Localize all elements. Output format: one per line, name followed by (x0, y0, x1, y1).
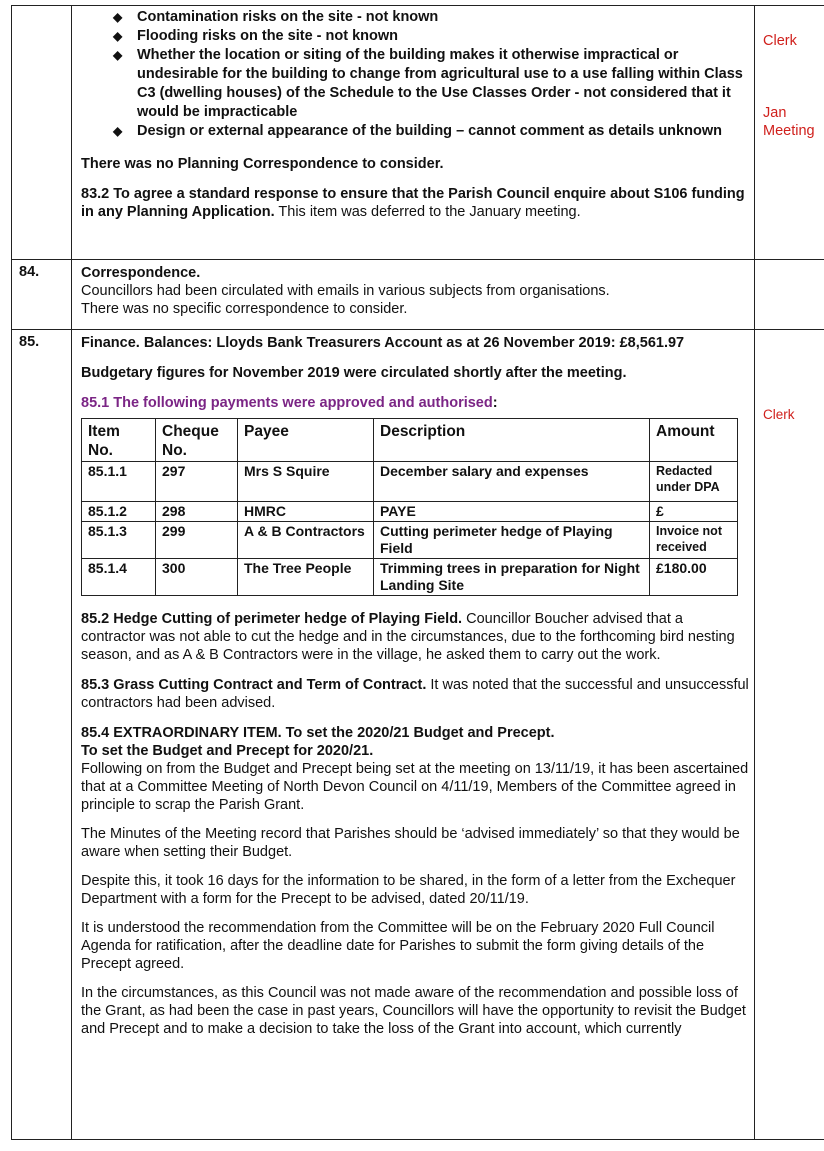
bullet-item: ◆ Flooding risks on the site - not known (113, 28, 398, 44)
minutes-row-84 (12, 260, 824, 330)
bullet-item: ◆ Contamination risks on the site - not known (113, 9, 439, 25)
diamond-bullet-icon: ◆ (113, 124, 123, 138)
finance-balance-line: Finance. Balances: Lloyds Bank Treasurers Account as at 26 November 2019: £8,561.97 (81, 335, 685, 351)
correspondence-line: Councillors had been circulated with emails in various subjects from organisations. (81, 283, 610, 299)
row-number-85: 85. (12, 330, 72, 1140)
minutes-table (11, 5, 824, 1140)
cell-amount: Redacted under DPA (650, 462, 738, 502)
cell-amount: Invoice not received (650, 522, 738, 559)
no-correspondence-text: There was no Planning Correspondence to consider. (81, 156, 444, 172)
item-85-2: 85.2 Hedge Cutting of perimeter hedge of Playing Field. Councillor Boucher advised that a contractor was not able to cut the hedge and in the circumstances, due to the forthcoming bird nesting season, and as A & B Contractors were in the village, he asked them to carry out the work. (81, 611, 735, 663)
diamond-bullet-icon: ◆ (113, 48, 123, 62)
cell-payee: A & B Contractors (238, 522, 374, 559)
cell-cheque-no: 297 (156, 462, 238, 502)
row-number-84: 84. (12, 260, 72, 330)
diamond-bullet-icon: ◆ (113, 29, 123, 43)
col-header-amount: Amount (650, 419, 738, 462)
cell-cheque-no: 298 (156, 502, 238, 522)
budget-paragraph: Despite this, it took 16 days for the information to be shared, in the form of a letter from the Exchequer Department with a form for the Precept to be advised, dated 20/11/19. (81, 873, 736, 907)
col-header-cheque-no: Cheque No. (156, 419, 238, 462)
cell-cheque-no: 299 (156, 522, 238, 559)
row-content-83 (72, 6, 755, 260)
payments-table (81, 418, 738, 596)
row-content-84 (72, 260, 755, 330)
col-header-description: Description (374, 419, 650, 462)
action-jan-meeting: Jan Meeting (763, 105, 815, 139)
cell-amount: £ (650, 502, 738, 522)
item-83-2: 83.2 To agree a standard response to ensure that the Parish Council enquire about S106 funding in any Planning Application. This item was deferred to the January meeting. (81, 186, 745, 220)
cell-payee: HMRC (238, 502, 374, 522)
minutes-row-83 (12, 6, 824, 260)
cell-cheque-no: 300 (156, 559, 238, 596)
table-row (82, 559, 738, 596)
item-85-4-heading: 85.4 EXTRAORDINARY ITEM. To set the 2020/21 Budget and Precept. (81, 725, 555, 741)
budget-paragraph: In the circumstances, as this Council was not made aware of the recommendation and possible loss of the Grant, as had been the case in past years, Councillors will have the opportunity to revisit the Budget and Precept and to make a decision to take the loss of the Grant into account, which currently (81, 985, 746, 1037)
table-row (82, 522, 738, 559)
cell-amount: £180.00 (650, 559, 738, 596)
cell-description: Cutting perimeter hedge of Playing Field (374, 522, 650, 559)
planning-bullet-list (81, 8, 750, 141)
budget-paragraph: Following on from the Budget and Precept being set at the meeting on 13/11/19, it has been ascertained that at a Committee Meeting of North Devon Council on 4/11/19, Members of the Committee agreed in principle to scrap the Parish Grant. (81, 761, 749, 813)
cell-payee: The Tree People (238, 559, 374, 596)
action-clerk: Clerk (763, 407, 795, 422)
col-header-payee: Payee (238, 419, 374, 462)
cell-item-no: 85.1.3 (82, 522, 156, 559)
correspondence-line: There was no specific correspondence to consider. (81, 301, 408, 317)
budget-paragraph: The Minutes of the Meeting record that Parishes should be ‘advised immediately’ so that they would be aware when setting their Budget. (81, 826, 740, 860)
cell-description: December salary and expenses (374, 462, 650, 502)
cell-item-no: 85.1.2 (82, 502, 156, 522)
table-row (82, 502, 738, 522)
item-85-3: 85.3 Grass Cutting Contract and Term of Contract. It was noted that the successful and unsuccessful contractors had been advised. (81, 677, 749, 711)
cell-item-no: 85.1.4 (82, 559, 156, 596)
action-clerk: Clerk (763, 33, 797, 49)
action-cell-83 (755, 6, 824, 260)
payments-heading: 85.1 The following payments were approved and authorised: (81, 395, 498, 411)
minutes-page (11, 5, 819, 1140)
cell-payee: Mrs S Squire (238, 462, 374, 502)
action-cell-85 (755, 330, 824, 1140)
cell-item-no: 85.1.1 (82, 462, 156, 502)
budget-paragraph: It is understood the recommendation from the Committee will be on the February 2020 Full Council Agenda for ratification, after the deadline date for Parishes to submit the form giving details of the Precept agreed. (81, 920, 715, 972)
row-content-85 (72, 330, 755, 1140)
table-row (82, 462, 738, 502)
minutes-row-85 (12, 330, 824, 1140)
budgetary-figures-line: Budgetary figures for November 2019 were circulated shortly after the meeting. (81, 365, 627, 381)
bullet-item: ◆ Design or external appearance of the building – cannot comment as details unknown (113, 123, 722, 139)
action-cell-84 (755, 260, 824, 330)
cell-description: PAYE (374, 502, 650, 522)
row-number-cell (12, 6, 72, 260)
cell-description: Trimming trees in preparation for Night Landing Site (374, 559, 650, 596)
correspondence-title: Correspondence. (81, 265, 201, 281)
payments-header-row (82, 419, 738, 462)
item-85-4-subheading: To set the Budget and Precept for 2020/21. (81, 743, 374, 759)
bullet-item: ◆ Whether the location or siting of the building makes it otherwise impractical or undesirable for the building to change from agricultural use to a use falling within Class C3 (dwelling houses) of the Schedule to the Use Classes Order - not considered that it would be impracticable (113, 47, 743, 120)
diamond-bullet-icon: ◆ (113, 10, 123, 24)
col-header-item-no: Item No. (82, 419, 156, 462)
